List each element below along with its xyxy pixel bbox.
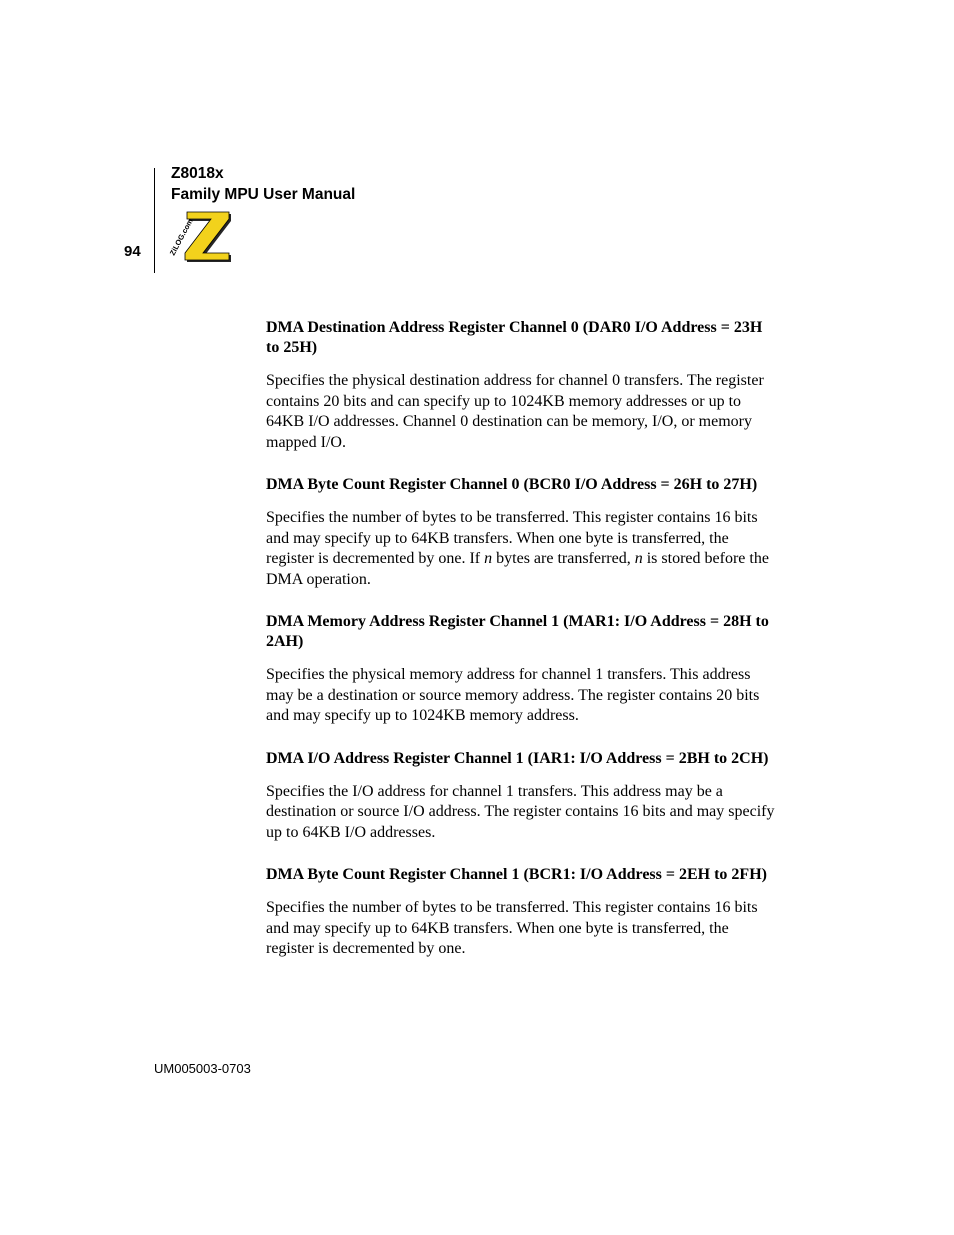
section-heading: DMA Byte Count Register Channel 1 (BCR1: I/O Address = 2EH to 2FH) [266,866,767,883]
logo-wordmark: ZiLOG.com [168,217,195,257]
section-bcr1 [266,865,776,960]
section-mar1 [266,612,776,727]
document-title [171,163,355,205]
logo-z-shape [185,212,229,260]
page-number: 94 [124,243,141,260]
variable-n: n [484,550,493,567]
main-content [266,318,776,982]
body-text: bytes are transferred, [492,550,635,567]
footer-document-id: UM005003-0703 [154,1061,251,1076]
section-dar0 [266,318,776,453]
variable-n: n [634,550,643,567]
section-body [266,508,776,590]
zilog-logo-icon [168,210,234,262]
body-text: is stored before the DMA operation. [266,550,769,588]
section-heading: DMA Destination Address Register Channel 0 (DAR0 I/O Address = 23H to 25H) [266,319,763,356]
section-heading: DMA Byte Count Register Channel 0 (BCR0 I/O Address = 26H to 27H) [266,476,758,493]
section-body: Specifies the I/O address for channel 1 transfers. This address may be a destination or source I/O address. The register contains 16 bits and may specify up to 64KB I/O addresses. [266,782,775,841]
document-title-line1: Z8018x [171,165,224,182]
section-heading: DMA Memory Address Register Channel 1 (MAR1: I/O Address = 28H to 2AH) [266,613,769,650]
section-iar1 [266,749,776,844]
section-body: Specifies the number of bytes to be transferred. This register contains 16 bits and may specify up to 64KB transfers. When one byte is transferred, the register is decremented by one. [266,899,758,957]
section-body: Specifies the physical destination address for channel 0 transfers. The register contains 20 bits and can specify up to 1024KB memory addresses or up to 64KB I/O addresses. Channel 0 destination can be memory, I/O, or memory mapped I/O. [266,372,764,451]
body-text: Specifies the number of bytes to be transferred. This register contains 16 bits and may specify up to 64KB transfers. When one byte is transferred, the register is decremented by one. If [266,509,758,567]
section-bcr0 [266,475,776,590]
header-divider [154,168,155,273]
section-heading: DMA I/O Address Register Channel 1 (IAR1: I/O Address = 2BH to 2CH) [266,749,769,767]
document-title-line2: Family MPU User Manual [171,186,356,203]
section-body: Specifies the physical memory address for channel 1 transfers. This address may be a destination or source memory address. The register contains 20 bits and may specify up to 1024KB memory address. [266,666,760,724]
